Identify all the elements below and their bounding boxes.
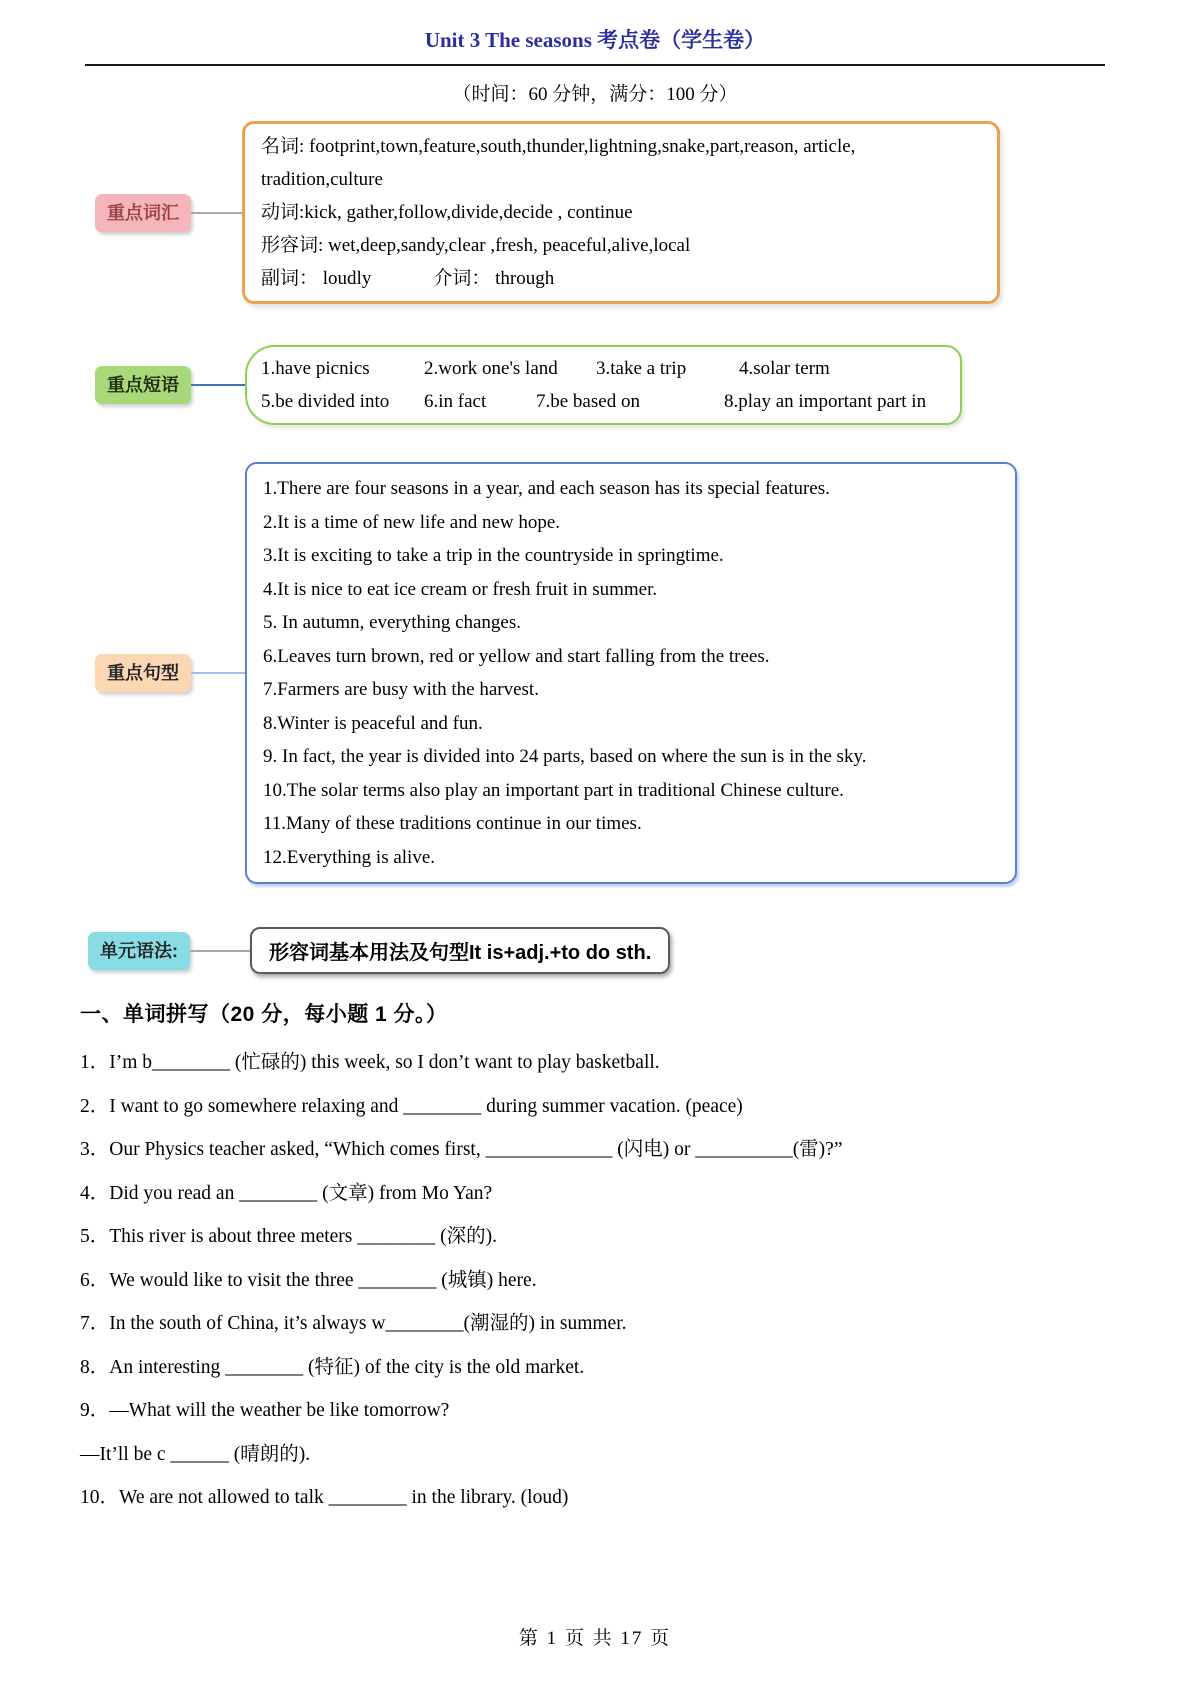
question-8: 8．An interesting ________ (特征) of the city is the old market. (80, 1356, 585, 1378)
phrase-item: 7.be based on (536, 391, 640, 412)
vocab-adjectives-line (261, 229, 981, 262)
grammar-section (0, 927, 1190, 974)
vocab-connector-line (191, 212, 242, 214)
sentence-line: 6.Leaves turn brown, red or yellow and start falling from the trees. (263, 645, 770, 667)
sentence-line: 10.The solar terms also play an important part in traditional Chinese culture. (263, 779, 844, 801)
adv-head: 副词 (261, 268, 300, 289)
sentence-line: 8.Winter is peaceful and fun. (263, 712, 483, 734)
adj-head: 形容词 (261, 235, 319, 256)
section-one-heading: 一、单词拼写（20 分，每小题 1 分。） (80, 1003, 448, 1026)
grammar-connector-line (190, 950, 250, 952)
title-divider (85, 64, 1105, 66)
verb-body: :kick, gather,follow,divide,decide , continue (299, 202, 633, 223)
phrase-item: 5.be divided into (261, 391, 390, 412)
phrases-row-1 (261, 352, 946, 385)
question-9-answer: —It’ll be c ______ (晴朗的). (80, 1443, 311, 1465)
sentence-line: 3.It is exciting to take a trip in the countryside in springtime. (263, 545, 724, 566)
exam-time-score: （时间：60 分钟，满分：100 分） (452, 84, 738, 105)
adj-body: : wet,deep,sandy,clear ,fresh, peaceful,alive,local (318, 235, 691, 256)
sentences-box (245, 462, 1017, 884)
vocab-verbs-line (261, 196, 981, 229)
sentences-label: 重点句型 (95, 654, 191, 692)
phrase-item: 1.have picnics (261, 358, 370, 379)
phrases-connector-line (191, 384, 245, 386)
grammar-label: 单元语法: (88, 932, 190, 970)
phrases-section (0, 345, 1190, 425)
question-1: 1．I’m b________ (忙碌的) this week, so I don’t want to play basketball. (80, 1052, 660, 1073)
phrases-label: 重点短语 (95, 366, 191, 404)
noun-body: : footprint,town,feature,south,thunder,lightning,snake,part,reason, article, tradition,culture (261, 136, 856, 190)
prep-head: 介词 (433, 268, 472, 289)
phrases-box (245, 345, 962, 425)
spelling-questions (80, 1048, 1120, 1513)
question-10: 10．We are not allowed to talk ________ in the library. (loud) (80, 1487, 569, 1508)
phrase-item: 6.in fact (424, 391, 487, 412)
sentence-line: 7.Farmers are busy with the harvest. (263, 679, 539, 700)
phrases-row-2 (261, 385, 946, 418)
worksheet-page (0, 24, 1190, 1649)
vocab-box (242, 121, 1000, 304)
grammar-box: 形容词基本用法及句型It is+adj.+to do sth. (250, 927, 670, 974)
sentences-section (0, 462, 1190, 884)
sentence-line: 9. In fact, the year is divided into 24 parts, based on where the sun is in the sky. (263, 746, 867, 767)
question-3: 3．Our Physics teacher asked, “Which comes first, _____________ (闪电) or __________(雷)?” (80, 1139, 843, 1160)
question-7: 7．In the south of China, it’s always w________(潮湿的) in summer. (80, 1313, 627, 1334)
sentence-line: 4.It is nice to eat ice cream or fresh fruit in summer. (263, 578, 658, 600)
sentence-line: 11.Many of these traditions continue in our times. (263, 813, 642, 834)
question-5: 5．This river is about three meters ________ (深的). (80, 1226, 497, 1247)
phrase-item: 3.take a trip (596, 358, 687, 379)
question-9: 9．—What will the weather be like tomorrow? (80, 1400, 450, 1421)
adv-body: ： loudly (299, 268, 372, 289)
vocab-section (0, 121, 1190, 304)
sentence-line: 5. In autumn, everything changes. (263, 612, 522, 633)
question-2: 2．I want to go somewhere relaxing and ________ during summer vacation. (peace) (80, 1095, 743, 1117)
question-4: 4．Did you read an ________ (文章) from Mo Yan? (80, 1182, 493, 1204)
phrase-item: 2.work one's land (424, 358, 558, 379)
sentence-line: 2.It is a time of new life and new hope. (263, 511, 561, 533)
question-6: 6．We would like to visit the three ________ (城镇) here. (80, 1269, 537, 1291)
sentence-line: 12.Everything is alive. (263, 846, 436, 868)
vocab-label: 重点词汇 (95, 194, 191, 232)
phrase-item: 4.solar term (739, 358, 830, 379)
verb-head: 动词 (261, 202, 300, 223)
sentences-connector-line (191, 672, 245, 674)
page-title: Unit 3 The seasons 考点卷（学生卷） (424, 28, 766, 52)
phrase-item: 8.play an important part in (724, 391, 927, 412)
vocab-nouns-line (261, 130, 981, 196)
page-number-footer: 第 1 页 共 17 页 (518, 1628, 672, 1649)
vocab-adverbs-line (261, 262, 981, 295)
noun-head: 名词 (261, 136, 300, 157)
sentence-line: 1.There are four seasons in a year, and each season has its special features. (263, 478, 830, 499)
prep-body: ： through (471, 268, 555, 289)
